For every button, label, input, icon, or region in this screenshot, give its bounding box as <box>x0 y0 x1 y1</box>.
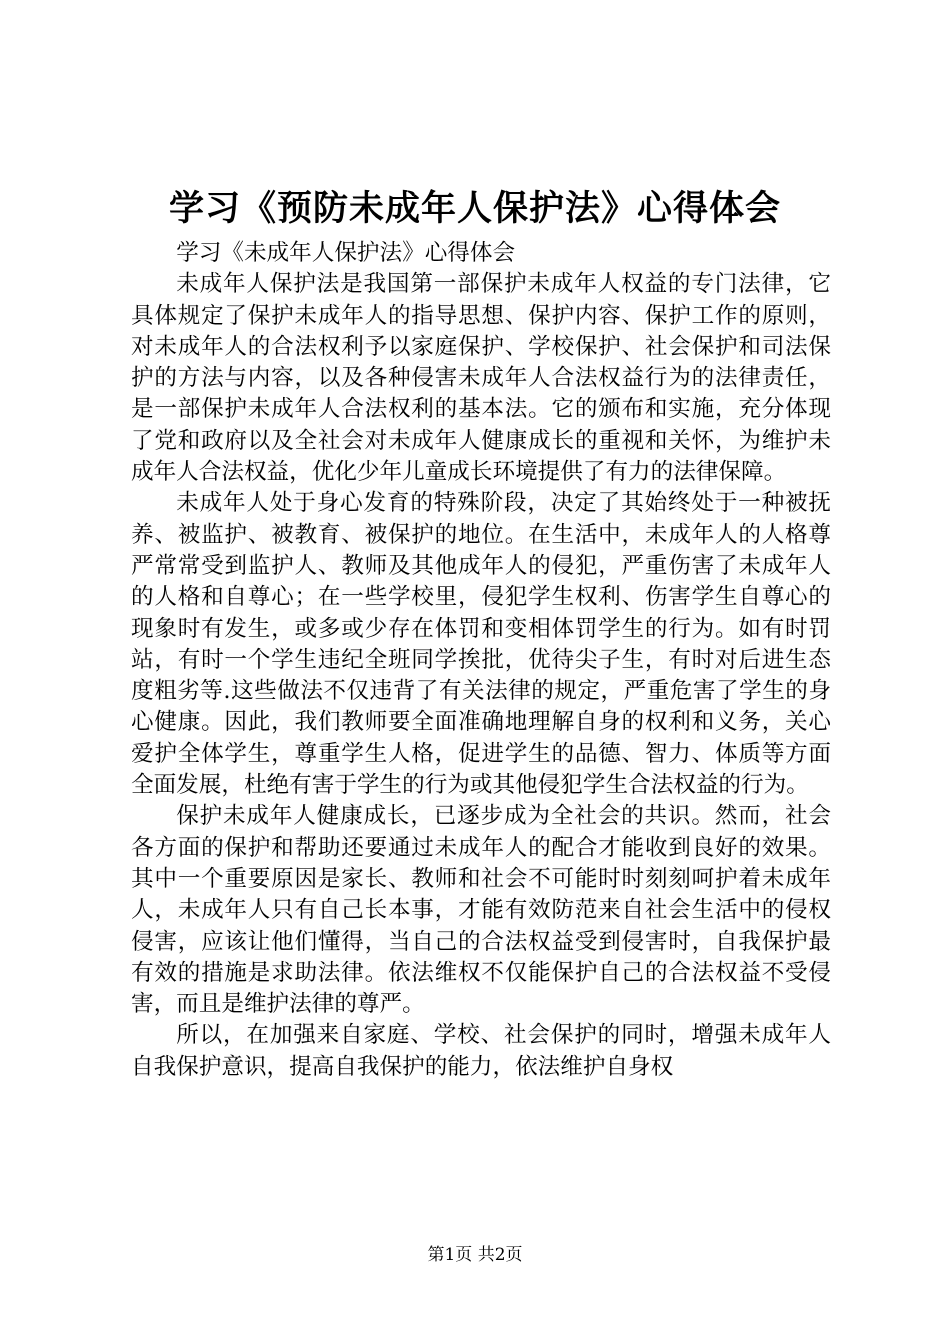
paragraph-3: 保护未成年人健康成长，已逐步成为全社会的共识。然而，社会各方面的保护和帮助还要通过未成年人的配合才能收到良好的效果。其中一个重要原因是家长、教师和社会不可能时时刻刻呵护着未成年人，未成年人只有自己长本事，才能有效防范来自社会生活中的侵权侵害，应该让他们懂得，当自己的合法权益受到侵害时，自我保护最有效的措施是求助法律。依法维权不仅能保护自己的合法权益不受侵害，而且是维护法律的尊严。 <box>131 803 831 1018</box>
document-title: 学习《预防未成年人保护法》心得体会 <box>168 188 781 229</box>
document-subtitle: 学习《未成年人保护法》心得体会 <box>176 240 516 266</box>
page-footer: 第1页 共2页 <box>427 1245 523 1265</box>
paragraph-4: 所以，在加强来自家庭、学校、社会保护的同时，增强未成年人自我保护意识，提高自我保护的能力，依法维护自身权 <box>131 1022 831 1080</box>
paragraph-2: 未成年人处于身心发育的特殊阶段，决定了其始终处于一种被抚养、被监护、被教育、被保护的地位。在生活中，未成年人的人格尊严常常受到监护人、教师及其他成年人的侵犯，严重伤害了未成年人的人格和自尊心；在一些学校里，侵犯学生权利、伤害学生自尊心的现象时有发生，或多或少存在体罚和变相体罚学生的行为。如有时罚站，有时一个学生违纪全班同学挨批，优待尖子生，有时对后进生态度粗劣等.这些做法不仅违背了有关法律的规定，严重危害了学生的身心健康。因此，我们教师要全面准确地理解自身的权利和义务，关心爱护全体学生，尊重学生人格，促进学生的品德、智力、体质等方面全面发展，杜绝有害于学生的行为或其他侵犯学生合法权益的行为。 <box>131 490 831 799</box>
paragraph-1: 未成年人保护法是我国第一部保护未成年人权益的专门法律，它具体规定了保护未成年人的指导思想、保护内容、保护工作的原则，对未成年人的合法权利予以家庭保护、学校保护、社会保护和司法保护的方法与内容，以及各种侵害未成年人合法权益行为的法律责任，是一部保护未成年人合法权利的基本法。它的颁布和实施，充分体现了党和政府以及全社会对未成年人健康成长的重视和关怀，为维护未成年人合法权益，优化少年儿童成长环境提供了有力的法律保障。 <box>131 271 831 486</box>
document-body <box>131 238 831 1083</box>
